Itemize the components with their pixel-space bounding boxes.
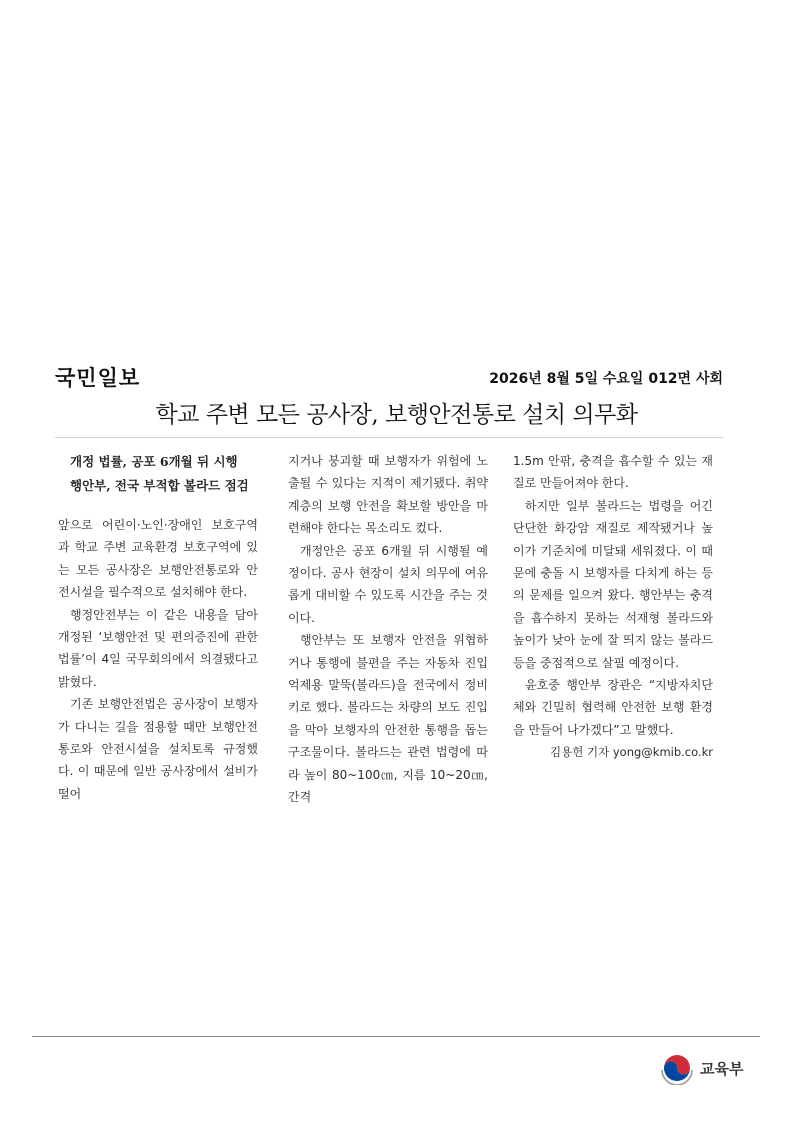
paragraph: 윤호중 행안부 장관은 “지방자치단체와 긴밀히 협력해 안전한 보행 환경을 만들어 나가겠다”고 말했다.: [513, 678, 713, 737]
paragraph-continued: 1.5m 안팎, 충격을 흡수할 수 있는 재질로 만들어져야 한다.: [513, 454, 713, 491]
subhead-1: 개정 법률, 공포 6개월 뒤 시행: [70, 454, 238, 469]
subheads: [58, 450, 258, 498]
headline-rule: [55, 437, 723, 438]
ministry-logo: [660, 1051, 743, 1085]
article-column-3: [513, 450, 713, 764]
paragraph: 기존 보행안전법은 공사장이 보행자가 다니는 길을 점용할 때만 보행안전통로와 안전시설을 설치토록 규정했다. 이 때문에 일반 공사장에서 설비가 떨어: [58, 697, 258, 801]
article-column-2: [288, 450, 488, 809]
paragraph: 하지만 일부 볼라드는 법령을 어긴 단단한 화강암 재질로 제작됐거나 높이가 기준치에 미달돼 세워졌다. 이 때문에 충돌 시 보행자를 다치게 하는 등의 문제를 일으켜 왔다. 행안부는 충격을 흡수하지 못하는 석재형 볼라드와 높이가 낮아 눈에 잘 띄지 않는 볼라드 등을 중점적으로 살필 예정이다.: [513, 498, 713, 670]
byline: 김용헌 기자 yong@kmib.co.kr: [550, 745, 713, 760]
article-column-1: [58, 450, 258, 805]
paragraph: 개정안은 공포 6개월 뒤 시행될 예정이다. 공사 현장이 설치 의무에 여유롭게 대비할 수 있도록 시간을 주는 것이다.: [288, 543, 488, 625]
footer-rule: [32, 1036, 760, 1037]
logo-label: 교육부: [700, 1059, 744, 1078]
subhead-2: 행안부, 전국 부적합 볼라드 점검: [70, 478, 249, 493]
taegeuk-emblem-icon: [660, 1051, 694, 1085]
paragraph: 앞으로 어린이·노인·장애인 보호구역과 학교 주변 교육환경 보호구역에 있는 모든 공사장은 보행안전통로와 안전시설을 필수적으로 설치해야 한다.: [58, 518, 258, 600]
newspaper-name: 국민일보: [55, 365, 141, 390]
headline: 학교 주변 모든 공사장, 보행안전통로 설치 의무화: [155, 402, 638, 428]
paragraph: 행안부는 또 보행자 안전을 위협하거나 통행에 불편을 주는 자동차 진입 억제용 말뚝(볼라드)을 전국에서 정비키로 했다. 볼라드는 차량의 보도 진입을 막아 보행자의 안전한 통행을 돕는 구조물이다. 볼라드는 관련 법령에 따라 높이 80~100㎝, 지름 10~20㎝, 간격: [288, 633, 488, 805]
paragraph: 행정안전부는 이 같은 내용을 담아 개정된 ‘보행안전 및 편의증진에 관한 법률’이 4일 국무회의에서 의결됐다고 밝혔다.: [58, 607, 258, 689]
paragraph-continued: 지거나 붕괴할 때 보행자가 위험에 노출될 수 있다는 지적이 제기됐다. 취약계층의 보행 안전을 확보할 방안을 마련해야 한다는 목소리도 컸다.: [288, 454, 488, 536]
dateline: 2026년 8월 5일 수요일 012면 사회: [489, 371, 723, 387]
